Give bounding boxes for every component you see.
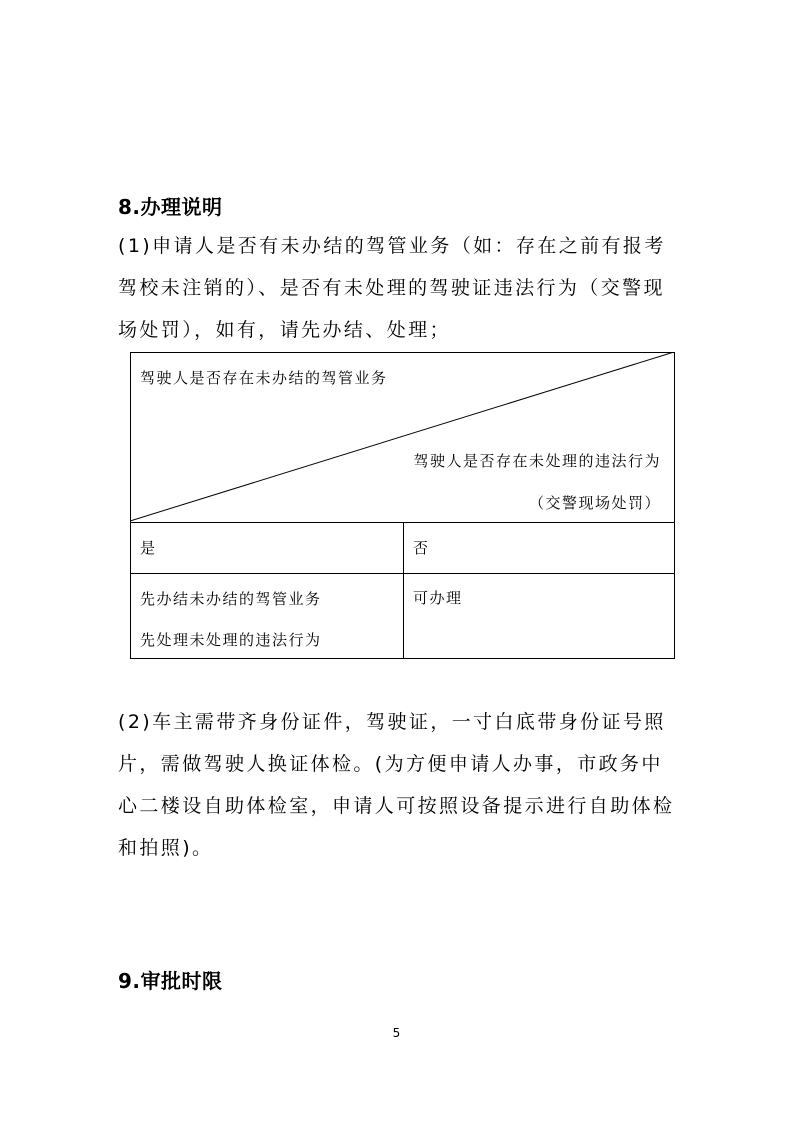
- page-number: 5: [392, 1026, 401, 1040]
- diagonal-header-bottom-right-line1: 驾驶人是否存在未处理的违法行为: [413, 452, 661, 470]
- header-no: 否: [413, 539, 430, 557]
- item-2-line: 心二楼设自助体检室，申请人可按照设备提示进行自助体检: [118, 795, 675, 817]
- section-9-heading: 9.审批时限: [118, 969, 223, 993]
- item-1-line: 驾校未注销的）、是否有未处理的驾驶证违法行为（交警现: [118, 277, 665, 299]
- header-yes: 是: [140, 539, 157, 557]
- item-1-line: (1)申请人是否有未办结的驾管业务（如：存在之前有报考: [118, 235, 666, 257]
- item-2-paragraph: [118, 701, 678, 869]
- item-2-line: 片，需做驾驶人换证体检。(为方便申请人办事，市政务中: [118, 753, 663, 775]
- item-2-line: (2)车主需带齐身份证件，驾驶证，一寸白底带身份证号照: [118, 711, 666, 733]
- table-column-divider: [403, 522, 404, 658]
- no-action: 可办理: [413, 589, 463, 607]
- section-8-heading: 8.办理说明: [118, 195, 223, 219]
- item-1-line: 场处罚），如有，请先办结、处理；: [118, 319, 451, 341]
- item-2-line: 和拍照)。: [118, 837, 214, 859]
- item-1-paragraph: [118, 225, 678, 351]
- decision-table: [130, 352, 675, 659]
- diagonal-header-top-left: 驾驶人是否存在未办结的驾管业务: [140, 369, 388, 387]
- yes-action-line2: 先处理未处理的违法行为: [140, 631, 322, 649]
- diagonal-header-bottom-right-line2: （交警现场处罚）: [528, 494, 661, 512]
- yes-action-line1: 先办结未办结的驾管业务: [140, 590, 322, 608]
